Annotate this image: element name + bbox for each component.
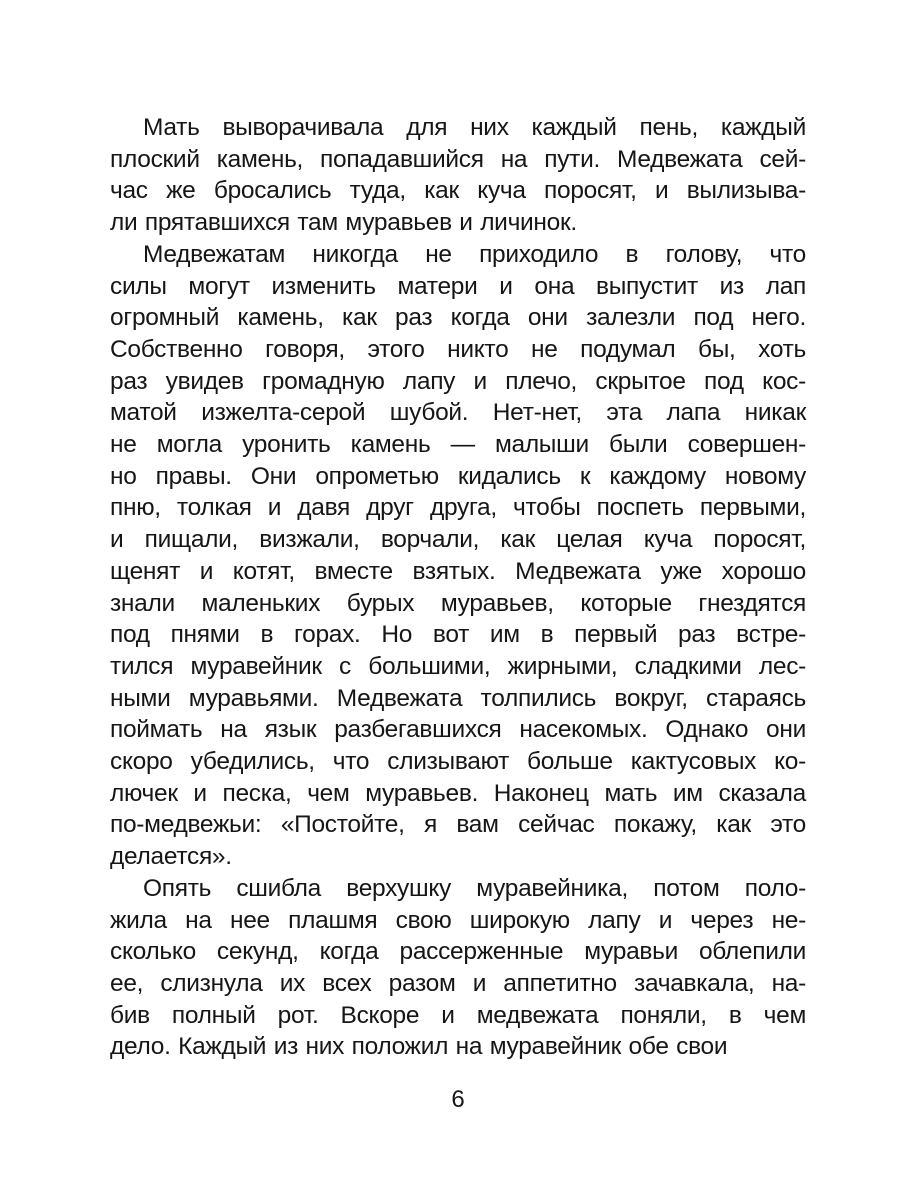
- text-line: и пищали, визжали, ворчали, как целая куча поросят,: [110, 526, 806, 554]
- text-line: ее, слизнула их всех разом и аппетитно зачавкала, на-: [110, 969, 806, 997]
- text-line: плоский камень, попадавшийся на пути. Медвежата сей-: [110, 145, 806, 173]
- page-footer: [110, 1085, 806, 1115]
- text-line: пню, толкая и давя друг друга, чтобы поспеть первыми,: [110, 494, 806, 522]
- paragraph: [110, 239, 806, 873]
- text-line: час же бросались туда, как куча поросят, и вылизыва-: [110, 177, 806, 205]
- text-line: Мать выворачивала для них каждый пень, каждый: [143, 114, 806, 141]
- text-line: лючек и песка, чем муравьев. Наконец мать им сказала: [110, 779, 806, 807]
- text-line: сколько секунд, когда рассерженные муравьи облепили: [110, 938, 806, 966]
- text-line: скоро убедились, что слизывают больше кактусовых ко-: [110, 748, 806, 776]
- text-line: поймать на язык разбегавшихся насекомых. Однако они: [110, 716, 806, 744]
- text-line: делается».: [110, 843, 232, 871]
- text-line: ли прятавшихся там муравьев и личинок.: [110, 209, 577, 237]
- text-line: не могла уронить камень — малыши были совершен-: [110, 431, 806, 459]
- text-line: щенят и котят, вместе взятых. Медвежата уже хорошо: [110, 557, 806, 585]
- text-line: жила на нее плашмя свою широкую лапу и через не-: [110, 906, 806, 934]
- text-line: тился муравейник с большими, жирными, сладкими лес-: [110, 652, 806, 680]
- text-line: огромный камень, как раз когда они залезли под него.: [110, 304, 806, 332]
- text-line: знали маленьких бурых муравьев, которые гнездятся: [110, 589, 806, 617]
- text-line: под пнями в горах. Но вот им в первый раз встре-: [110, 621, 806, 649]
- text-line: раз увидев громадную лапу и плечо, скрытое под кос-: [110, 367, 806, 395]
- text-line: Собственно говоря, этого никто не подумал бы, хоть: [110, 335, 806, 363]
- text-line: бив полный рот. Вскоре и медвежата поняли, в чем: [110, 1001, 806, 1029]
- text-line: но правы. Они опрометью кидались к каждому новому: [110, 462, 806, 490]
- paragraph: [110, 112, 806, 239]
- text-line: силы могут изменить матери и она выпустит из лап: [110, 272, 806, 300]
- text-line: ными муравьями. Медвежата толпились вокруг, стараясь: [110, 684, 806, 712]
- paragraph: [110, 873, 806, 1063]
- body-text: [110, 112, 806, 1063]
- text-line: Медвежатам никогда не приходило в голову, что: [143, 240, 806, 268]
- page-number: 6: [451, 1086, 465, 1113]
- text-line: по-медвежьи: «Постойте, я вам сейчас покажу, как это: [110, 811, 806, 839]
- text-line: матой изжелта-серой шубой. Нет-нет, эта лапа никак: [110, 399, 806, 427]
- text-line: дело. Каждый из них положил на муравейник обе свои: [110, 1033, 728, 1061]
- text-line: Опять сшибла верхушку муравейника, потом поло-: [143, 874, 806, 902]
